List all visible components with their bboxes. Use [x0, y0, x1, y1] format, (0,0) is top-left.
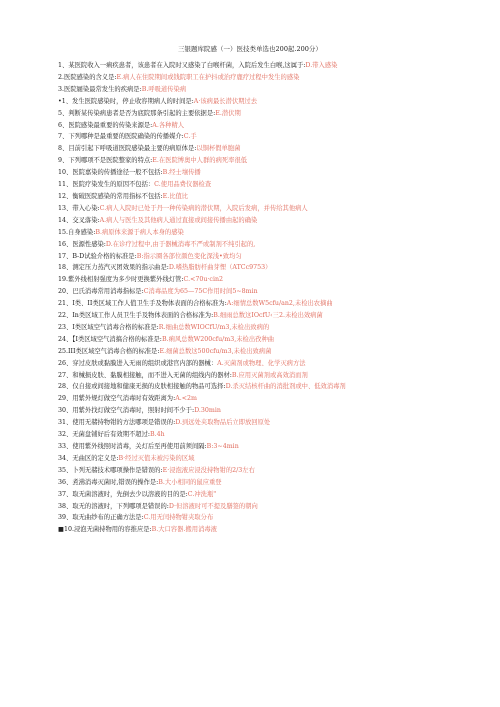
- question-number: 30、: [58, 407, 73, 415]
- question-stem: 用紫外找灯做空气消毒时，照射时间不少于:: [72, 407, 195, 415]
- question-number: 27、: [58, 371, 73, 379]
- question-stem: 使用无赭持物钳的方法哪项是错误的:: [72, 419, 176, 427]
- question-stem: 发生医院感染时，停止收容期病人的时间是:: [72, 97, 194, 105]
- question-number: 6、: [58, 121, 69, 129]
- question-stem: 医院嘉染的传播途径一般不包括:: [72, 169, 163, 177]
- question-number: 7、: [58, 133, 69, 141]
- question-answer: A.灭菌剂或物理、化学灭病方法: [217, 359, 306, 367]
- question-item: [58, 203, 458, 215]
- question-item: [58, 262, 458, 274]
- question-item: [58, 120, 458, 132]
- question-number: 14、: [58, 216, 73, 224]
- question-number: 32、: [58, 431, 73, 439]
- question-item: [58, 286, 458, 298]
- question-stem: 医源性感染:: [72, 240, 106, 248]
- question-number: 23、: [58, 323, 73, 331]
- question-stem: 医院屣染最常发生的疾病是:: [64, 85, 142, 93]
- question-answer: E.病人在住院期间或钱院职工在护抖或治疗鹿疗过程中发生的感染: [116, 73, 300, 81]
- question-number: 8、: [58, 145, 69, 153]
- question-stem: B-D试验介格的标准是:: [72, 252, 137, 260]
- question-item: [58, 310, 458, 322]
- question-stem: 用紫外规灯做空气消毒时有效距离为:: [72, 395, 176, 403]
- question-number: 31、: [58, 419, 73, 427]
- question-number: 28、: [58, 383, 73, 391]
- question-answer: A.各种精人: [152, 121, 185, 129]
- question-stem: 判断某传染病患者是否为底院那条引起的主要依据是:: [68, 109, 216, 117]
- question-item: [58, 441, 458, 453]
- question-stem: 下列哪种是最重要的医院确染的传播媒介:: [68, 133, 184, 141]
- question-item: [58, 96, 458, 108]
- question-stem: 和械损皮肤、黏膜相接触，而不进入无菌的组线内的器材:: [72, 371, 232, 379]
- question-item: [58, 251, 458, 263]
- question-answer: B·经过灭值未被污染的区域: [118, 454, 195, 462]
- question-number: 16、: [58, 240, 73, 248]
- question-answer: B.大小相同的鼠应重登: [158, 478, 222, 486]
- question-item: [58, 72, 458, 84]
- question-item: [58, 489, 458, 501]
- question-item: [58, 298, 458, 310]
- question-item: [58, 453, 458, 465]
- question-number: 9、: [58, 157, 69, 165]
- question-stem: 取无的溶液时，下列哪项是错误的:: [72, 502, 169, 510]
- question-number: 36、: [58, 478, 73, 486]
- question-item: [58, 227, 458, 239]
- question-answer: D.到远处夹取物品后立即放回原处: [175, 419, 271, 427]
- question-answer: E·浸泡液应浸没持物钳的2/3左右: [162, 466, 255, 474]
- question-stem: 取无菌溶液时，先倒去少以溶液的目的是:: [72, 490, 188, 498]
- question-number: 29、: [58, 395, 73, 403]
- question-stem: 无曲区的定义是:: [72, 454, 119, 462]
- question-number: 2.: [58, 73, 65, 81]
- question-answer: B.细雨总数这IOcfU‹三2.未检出效病菌: [213, 312, 323, 320]
- question-list: [58, 60, 458, 536]
- question-answer: R.细曲总数WIOCfU/m3,未检出致病的: [158, 323, 270, 331]
- question-answer: E.潜伏期: [215, 109, 241, 117]
- question-answer: A·该病最长潜伏期过去: [193, 97, 258, 105]
- question-answer: B.4h: [150, 431, 165, 439]
- document-title: 三银题库院感（一）医技类单选也200起.200分）: [178, 45, 322, 53]
- question-number: 13、: [58, 204, 73, 212]
- question-item: [58, 191, 458, 203]
- question-answer: C.用无闰持物钳夹取分布: [143, 514, 214, 522]
- question-stem: III类区域空气消毒合格的标准是:: [68, 347, 160, 355]
- question-answer: A:细情总数W5cfu/an2,未检出农摘曲: [226, 300, 333, 308]
- question-stem: 带入心染:: [72, 204, 100, 212]
- question-number: 38、: [58, 502, 73, 510]
- question-stem: 紫外线相射强度为多少时更换紫外线灯管:: [68, 276, 184, 284]
- question-item: [58, 381, 458, 393]
- question-number: 1、: [58, 62, 69, 69]
- question-answer: A.<2m: [175, 395, 197, 403]
- question-number: 35、: [58, 466, 73, 474]
- question-item: [58, 274, 458, 286]
- question-stem: 某医院收入一痢疾患者，该患者在入院时又感染了白喉杆菌，入院后发生白喉,这属于:: [68, 62, 306, 69]
- question-item: [58, 167, 458, 179]
- question-answer: B.痢风总数W200cfu/m3,未检出孜种曲: [161, 335, 275, 343]
- question-item: [58, 393, 458, 405]
- question-answer: A.病人与医生及其他病人通过直接或间接传播由起的确染: [99, 216, 258, 224]
- question-item: [58, 417, 458, 429]
- question-answer: B:3~4min: [206, 443, 239, 450]
- question-number: ■10.: [58, 526, 74, 534]
- question-item: [58, 60, 458, 72]
- question-stem: 测定压力蒸汽灭团效果的指示曲是:: [72, 264, 169, 272]
- question-answer: C.病人入院时已处于丹一种传染病的潜伏期，入院后发病，并传给其他病人: [99, 204, 308, 212]
- question-answer: E.比值比: [162, 192, 189, 200]
- question-number: 34、: [58, 454, 73, 462]
- question-number: 17、: [58, 252, 73, 260]
- question-stem: 医院感染的含义是:: [64, 73, 117, 81]
- question-stem: 无菌盘铺好后有效期不超过:: [72, 431, 150, 439]
- question-item: [58, 108, 458, 120]
- question-answer: D·但溶液时可不提及膳签的朝向: [168, 502, 258, 510]
- question-item: [58, 179, 458, 191]
- question-answer: D.嗜热脂肪杆曲芽悝（ATCc9753）: [168, 264, 272, 272]
- question-answer: C消毒品度为65—75C作用时间5~8min: [143, 288, 258, 296]
- question-answer: B:指示圈各部位颜色变化深浅•致均匀: [136, 252, 242, 260]
- question-item: [58, 358, 458, 370]
- question-stem: 交叉落染:: [72, 216, 100, 224]
- question-item: [58, 429, 458, 441]
- question-stem: 医院感染最重要的传染来源是:: [68, 121, 153, 129]
- question-stem: I类区域空气消毒合格的标准是:: [72, 323, 159, 331]
- question-stem: 浸泡无菌持物用的容推应是:: [73, 526, 152, 534]
- question-stem: 煮沸消毒灭菌时,错误的操作是:: [72, 478, 159, 486]
- question-number: 37、: [58, 490, 73, 498]
- question-stem: 下列哪项不是医院整家的特点:: [68, 157, 153, 165]
- question-answer: B.大口容器.搬用消毒液: [151, 526, 217, 534]
- question-item: [58, 477, 458, 489]
- question-item: [58, 512, 458, 524]
- question-item: [58, 346, 458, 358]
- question-item: [58, 143, 458, 155]
- question-answer: D.杀灭结核杆曲的消批剂或中、低效消毒剂: [225, 383, 346, 391]
- question-number: 10、: [58, 169, 73, 177]
- question-number: 11、: [58, 181, 73, 189]
- question-stem: I类、II类区域工作人值卫生手及物体表面的合格标准为:: [72, 300, 227, 308]
- question-item: [58, 322, 458, 334]
- question-answer: E.细菌总数这500cfu/m3,未检出致病菌: [159, 347, 272, 355]
- question-number: 39、: [58, 514, 73, 522]
- question-stem: In类区域工作人员卫生手及物体表面的合格标准为:: [72, 312, 214, 320]
- question-answer: C.<70u·cin2: [183, 276, 224, 284]
- question-item: [58, 239, 458, 251]
- question-stem: 自身感染:: [68, 228, 96, 236]
- question-answer: D.30min: [194, 407, 221, 415]
- question-stem: 衡破医院感染的常用指标不包括:: [72, 192, 163, 200]
- question-stem: 卜列无赭技术哪项操作是错误的:: [72, 466, 163, 474]
- question-number: 12、: [58, 192, 73, 200]
- question-stem: 目前引起下呼吸道医院感染最主要的病原体是:: [68, 145, 197, 153]
- question-answer: C.手: [183, 133, 197, 141]
- question-number: 20、: [58, 288, 73, 296]
- question-answer: E.在医院博奥中人群的病死率很低: [152, 157, 248, 165]
- question-number: 26、: [58, 359, 73, 367]
- question-number: 22、: [58, 312, 73, 320]
- question-stem: 使用紫外线照时消毒，关灯后至再使用前须间隔:: [72, 443, 207, 450]
- question-item: [58, 501, 458, 513]
- question-item: [58, 334, 458, 346]
- question-number: 19.: [58, 276, 69, 284]
- question-number: 24、: [58, 335, 73, 343]
- question-answer: C.冲洗瓶": [187, 490, 217, 498]
- question-answer: 以铜杯假单胞菌: [196, 145, 241, 153]
- question-answer: B.病原体来源于病人本身的感染: [95, 228, 184, 236]
- question-stem: 取无曲纱布的正确方法是:: [72, 514, 144, 522]
- question-answer: C.使用品费仪器检查: [154, 181, 212, 189]
- question-answer: D.带入感染: [305, 62, 338, 69]
- question-number: 15.: [58, 228, 69, 236]
- question-number: 18、: [58, 264, 73, 272]
- question-item: [58, 131, 458, 143]
- question-answer: B.经士壤传播: [162, 169, 201, 177]
- question-stem: 仅自接或间接地和健康无损的皮肤相接触的物品可选择:: [72, 383, 226, 391]
- question-item: [58, 465, 458, 477]
- question-answer: B.应用灭菌剂或高效消而剂: [231, 371, 308, 379]
- question-number: 33、: [58, 443, 73, 450]
- question-item: [58, 215, 458, 227]
- question-number: 3.: [58, 85, 65, 93]
- question-number: •1、: [58, 97, 73, 105]
- question-number: 5、: [58, 109, 69, 117]
- question-stem: 医院疗染发生的原因不包括：: [72, 181, 155, 189]
- question-item: [58, 405, 458, 417]
- question-item: [58, 370, 458, 382]
- question-answer: B.呼吸道传染病: [141, 85, 187, 93]
- question-number: 25.: [58, 347, 69, 355]
- question-stem: 巴氏消毒常用消毒指标是:: [72, 288, 144, 296]
- question-item: [58, 155, 458, 167]
- question-answer: D.在诊疗过程中,由于器械消毒不严或制剂不纯引起的,: [105, 240, 256, 248]
- question-stem: 【I类区域空气消搞合格的标准是:: [72, 335, 162, 343]
- question-number: 21、: [58, 300, 73, 308]
- question-item: [58, 84, 458, 96]
- question-item: [58, 524, 458, 536]
- question-stem: 穿过皮肤或黏膜进入无雨的组织或港官内部的器械：: [72, 359, 218, 367]
